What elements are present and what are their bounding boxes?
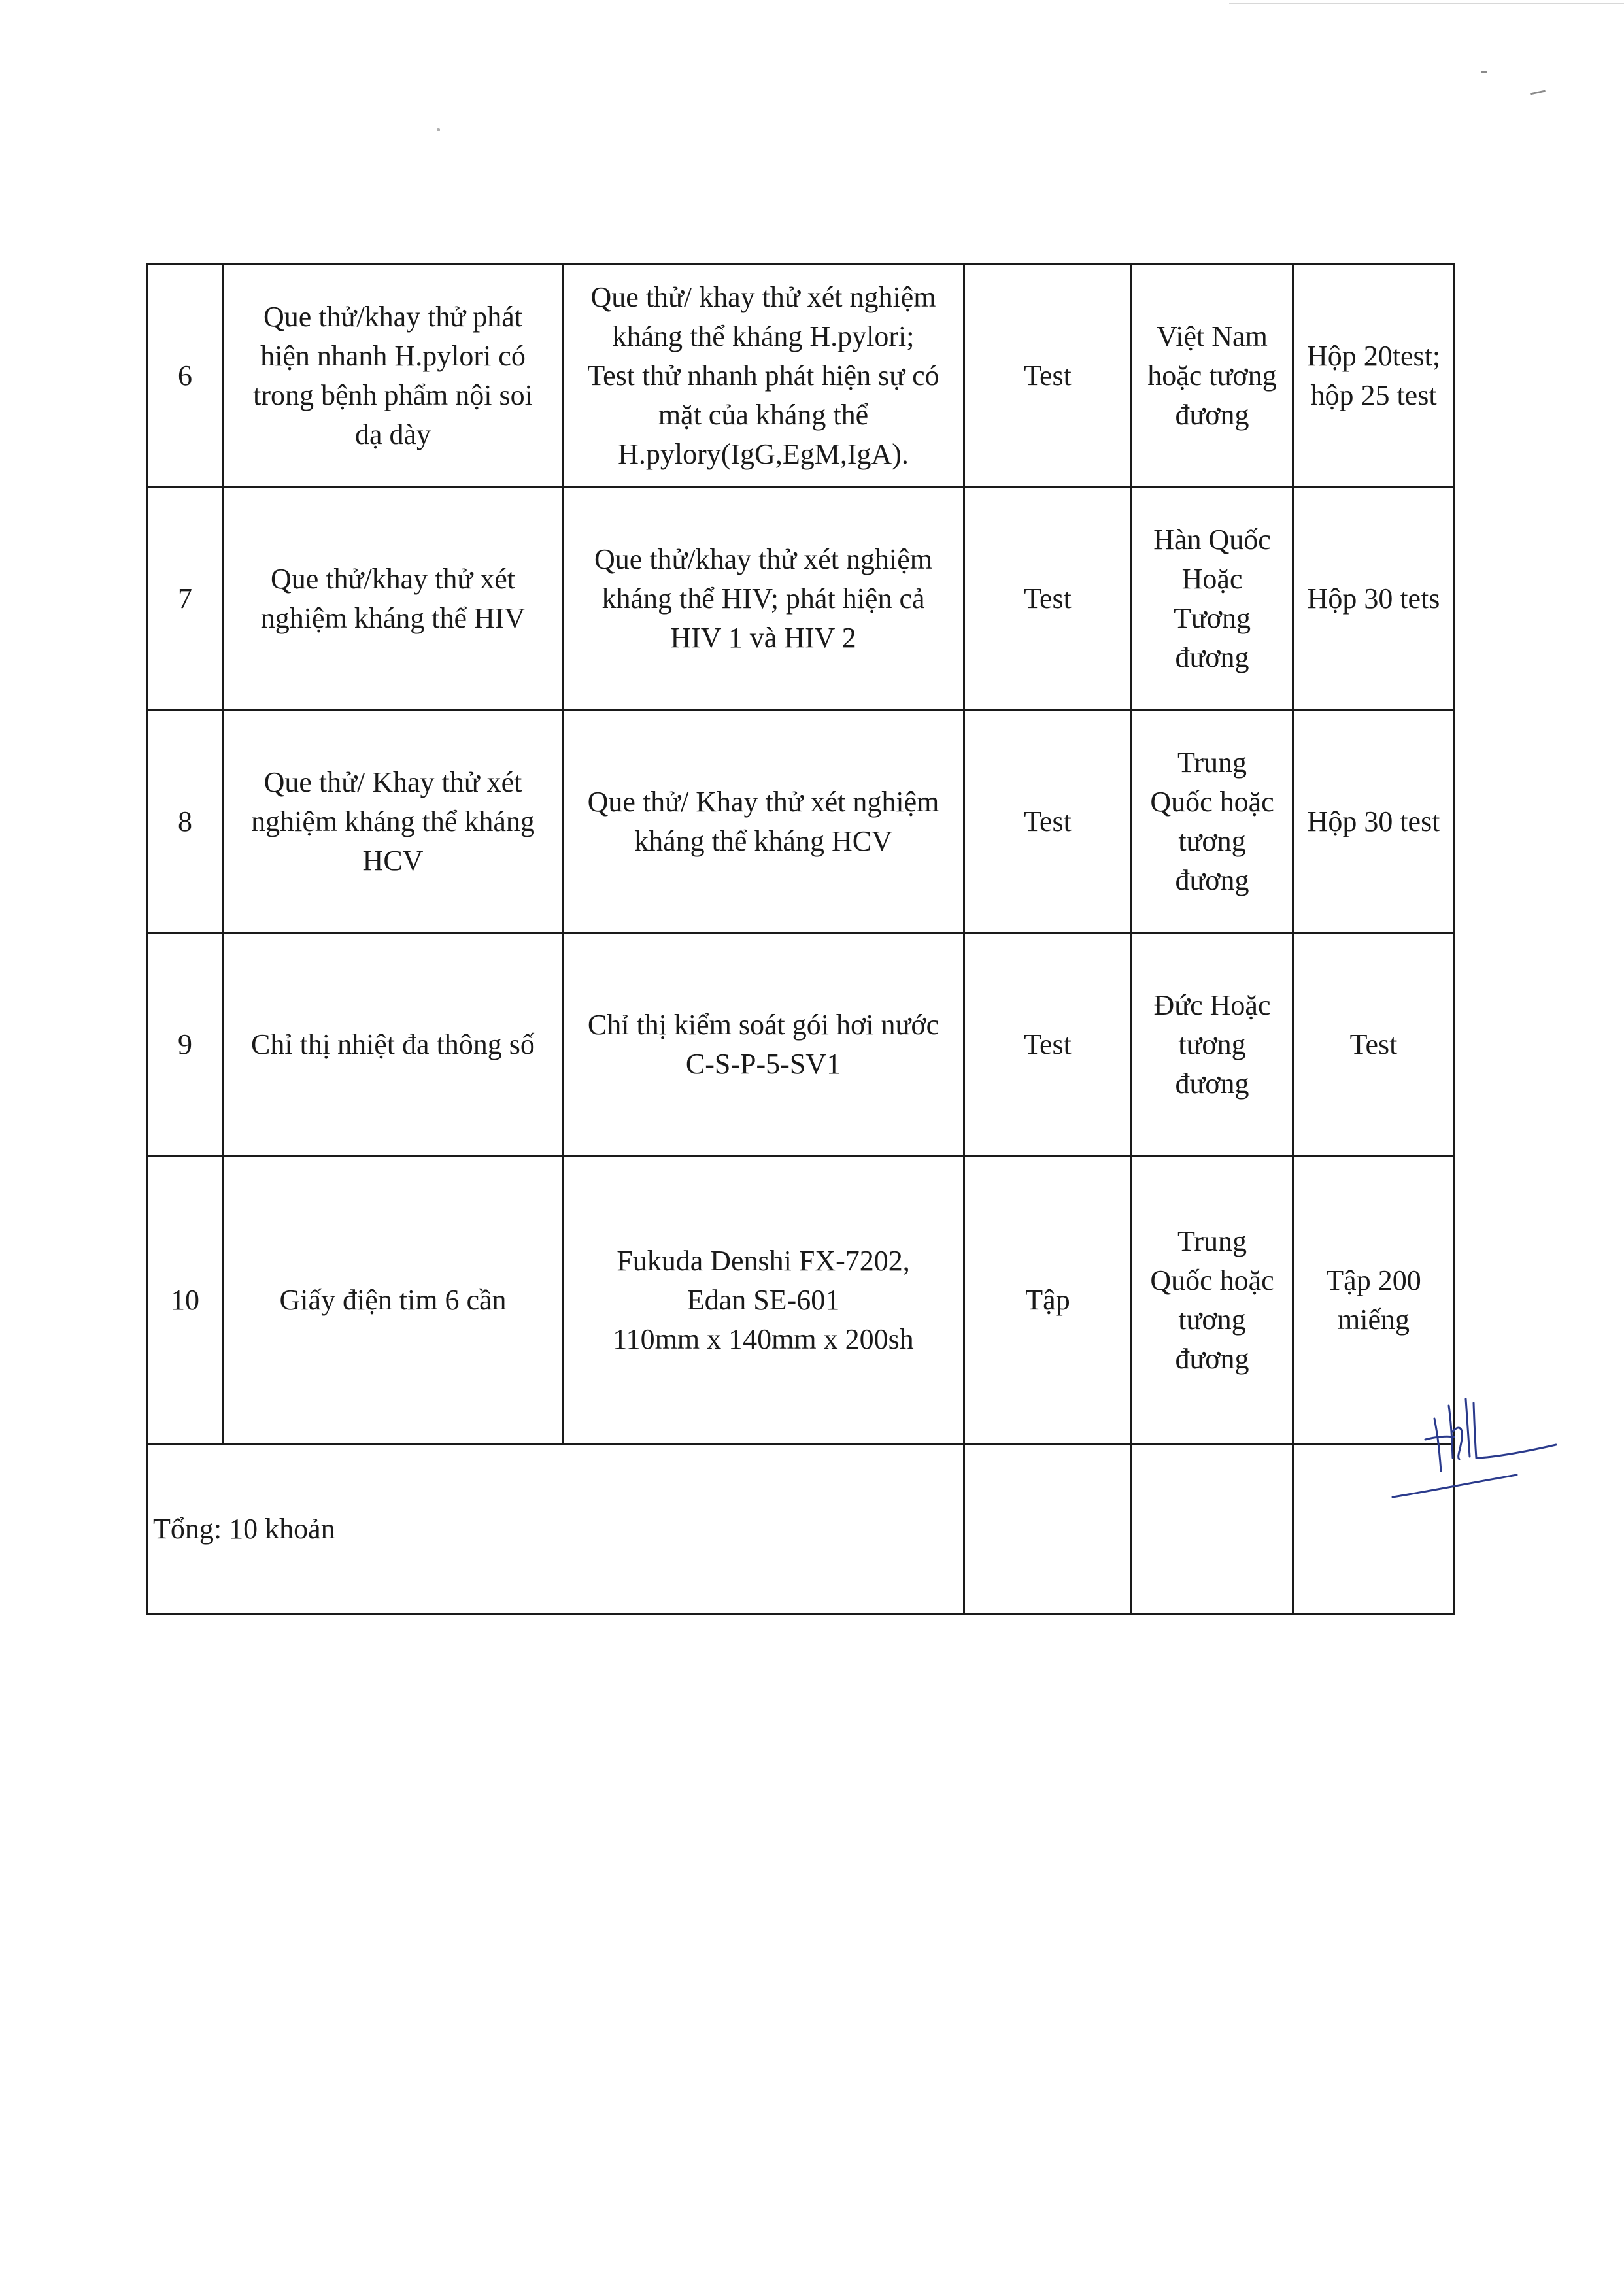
item-specification: Chỉ thị kiểm soát gói hơi nước C-S-P-5-SV1 [563, 934, 964, 1156]
item-name: Chỉ thị nhiệt đa thông số [224, 934, 563, 1156]
item-name: Que thử/ Khay thử xét nghiệm kháng thể kháng HCV [224, 711, 563, 934]
total-label: Tổng: 10 khoản [147, 1444, 964, 1614]
row-number: 7 [147, 488, 224, 711]
item-unit: Test [964, 265, 1132, 488]
item-origin: Trung Quốc hoặc tương đương [1132, 711, 1293, 934]
item-packing: Hộp 20test; hộp 25 test [1293, 265, 1455, 488]
scan-speck [437, 128, 440, 131]
scan-speck [1530, 90, 1546, 95]
item-specification: Fukuda Denshi FX-7202, Edan SE-601 110mm x 140mm x 200sh [563, 1156, 964, 1444]
item-origin: Trung Quốc hoặc tương đương [1132, 1156, 1293, 1444]
item-name: Que thử/khay thử phát hiện nhanh H.pylori có trong bệnh phẩm nội soi dạ dày [224, 265, 563, 488]
item-specification: Que thử/khay thử xét nghiệm kháng thể HIV; phát hiện cả HIV 1 và HIV 2 [563, 488, 964, 711]
signature-icon [1386, 1379, 1569, 1504]
item-origin: Việt Nam hoặc tương đương [1132, 265, 1293, 488]
scan-speck [1481, 71, 1487, 73]
total-empty-cell [964, 1444, 1132, 1614]
row-number: 8 [147, 711, 224, 934]
item-packing: Test [1293, 934, 1455, 1156]
item-origin: Hàn Quốc Hoặc Tương đương [1132, 488, 1293, 711]
item-unit: Test [964, 488, 1132, 711]
item-name: Que thử/khay thử xét nghiệm kháng thể HIV [224, 488, 563, 711]
table-row [147, 711, 1455, 934]
item-packing: Hộp 30 tets [1293, 488, 1455, 711]
item-specification: Que thử/ Khay thử xét nghiệm kháng thể kháng HCV [563, 711, 964, 934]
row-number: 10 [147, 1156, 224, 1444]
table-row [147, 1156, 1455, 1444]
total-row [147, 1444, 1455, 1614]
total-empty-cell [1132, 1444, 1293, 1614]
item-packing: Hộp 30 test [1293, 711, 1455, 934]
table-row [147, 488, 1455, 711]
table-row [147, 265, 1455, 488]
scan-edge-line [1229, 3, 1624, 4]
item-unit: Test [964, 711, 1132, 934]
row-number: 6 [147, 265, 224, 488]
item-specification: Que thử/ khay thử xét nghiệm kháng thể kháng H.pylori; Test thử nhanh phát hiện sự có mặt của kháng thể H.pylory(IgG,EgM,IgA). [563, 265, 964, 488]
item-origin: Đức Hoặc tương đương [1132, 934, 1293, 1156]
item-unit: Tập [964, 1156, 1132, 1444]
row-number: 9 [147, 934, 224, 1156]
item-packing: Tập 200 miếng [1293, 1156, 1455, 1444]
item-name: Giấy điện tim 6 cần [224, 1156, 563, 1444]
item-unit: Test [964, 934, 1132, 1156]
table-row [147, 934, 1455, 1156]
items-table [146, 263, 1455, 1615]
